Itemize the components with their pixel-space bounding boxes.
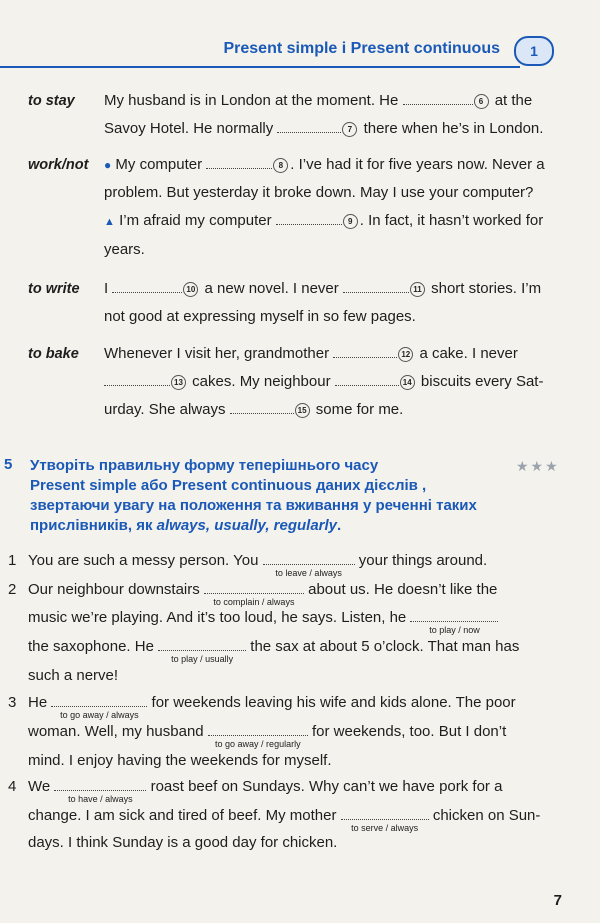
text-segment: such a nerve! bbox=[28, 667, 119, 684]
answer-gap[interactable] bbox=[333, 345, 397, 358]
gap-number: 12 bbox=[398, 347, 413, 362]
text-segment: urday. She always bbox=[104, 401, 226, 418]
item-number: 3 bbox=[8, 694, 17, 711]
verb-hint: to go away / always bbox=[60, 710, 139, 720]
answer-blank[interactable] bbox=[208, 723, 308, 749]
gap-number: 10 bbox=[183, 282, 198, 297]
item-line bbox=[28, 694, 516, 720]
difficulty-stars-icon: ★★★ bbox=[516, 458, 560, 474]
text-segment: the saxophone. He bbox=[28, 638, 154, 655]
text-segment: Our neighbour downstairs bbox=[28, 581, 200, 598]
instruction-text: . bbox=[337, 517, 342, 534]
block-text bbox=[104, 151, 564, 264]
exercise-number: 5 bbox=[4, 456, 13, 473]
unit-badge: 1 bbox=[514, 36, 554, 66]
text-segment: I bbox=[104, 280, 109, 297]
text-segment: Whenever I visit her, grandmother bbox=[104, 345, 330, 362]
answer-blank[interactable] bbox=[204, 581, 304, 607]
header-rule bbox=[0, 66, 520, 68]
block-text bbox=[104, 87, 564, 143]
text-segment: years. bbox=[104, 241, 145, 258]
text-segment: biscuits every Sat- bbox=[420, 373, 544, 390]
text-segment: cakes. My neighbour bbox=[192, 373, 331, 390]
answer-gap[interactable] bbox=[230, 401, 294, 414]
text-segment: your things around. bbox=[358, 552, 488, 569]
verb-hint: to have / always bbox=[68, 794, 133, 804]
text-segment: a cake. I never bbox=[419, 345, 518, 362]
answer-gap[interactable] bbox=[206, 156, 272, 169]
text-segment: for weekends, too. But I don’t bbox=[311, 723, 507, 740]
text-segment: I’m afraid my computer bbox=[119, 212, 272, 229]
instruction-line: Утворіть правильну форму теперішнього часу bbox=[30, 457, 379, 474]
dialogue-triangle-icon: ▲ bbox=[104, 216, 115, 228]
verb-hint: to leave / always bbox=[275, 568, 342, 578]
item-number: 1 bbox=[8, 552, 17, 569]
instruction-text: прислівників, як bbox=[30, 517, 153, 534]
text-segment: My computer bbox=[115, 156, 203, 173]
adverbs-list: always, usually, regularly bbox=[156, 517, 338, 534]
gap-number: 14 bbox=[400, 375, 415, 390]
text-segment: about us. He doesn’t like the bbox=[308, 581, 498, 598]
verb-cue: work/not bbox=[28, 157, 89, 173]
gap-number: 13 bbox=[171, 375, 186, 390]
gap-number: 6 bbox=[474, 94, 489, 109]
text-segment: a new novel. I never bbox=[204, 280, 339, 297]
answer-gap[interactable] bbox=[104, 373, 170, 386]
item-line bbox=[28, 667, 118, 684]
page-header bbox=[0, 30, 600, 70]
text-segment: roast beef on Sundays. Why can’t we have pork for a bbox=[150, 778, 503, 795]
text-segment: woman. Well, my husband bbox=[28, 723, 204, 740]
item-line bbox=[28, 609, 498, 635]
text-segment: change. I am sick and tired of beef. My mother bbox=[28, 807, 337, 824]
answer-blank[interactable] bbox=[410, 609, 498, 635]
item-number: 4 bbox=[8, 778, 17, 795]
exercise-instruction bbox=[30, 456, 480, 536]
answer-blank[interactable] bbox=[51, 694, 147, 720]
page-number: 7 bbox=[553, 892, 562, 909]
text-segment: problem. But yesterday it broke down. May I use your computer? bbox=[104, 184, 534, 201]
text-segment: mind. I enjoy having the weekends for myself. bbox=[28, 752, 332, 769]
verb-hint: to play / now bbox=[429, 625, 480, 635]
answer-blank[interactable] bbox=[54, 778, 146, 804]
gap-number: 7 bbox=[342, 122, 357, 137]
text-segment: days. I think Sunday is a good day for chicken. bbox=[28, 834, 338, 851]
verb-hint: to serve / always bbox=[351, 823, 419, 833]
text-segment: Savoy Hotel. He normally bbox=[104, 120, 274, 137]
gap-number: 8 bbox=[273, 158, 288, 173]
answer-gap[interactable] bbox=[343, 280, 409, 293]
answer-gap[interactable] bbox=[276, 212, 342, 225]
verb-hint: to complain / always bbox=[213, 597, 295, 607]
item-line bbox=[28, 638, 520, 664]
text-segment: . I’ve had it for five years now. Never a bbox=[290, 156, 545, 173]
gap-number: 15 bbox=[295, 403, 310, 418]
text-segment: You are such a messy person. You bbox=[28, 552, 259, 569]
item-line bbox=[28, 834, 337, 851]
answer-gap[interactable] bbox=[335, 373, 399, 386]
block-text bbox=[104, 340, 564, 424]
item-line bbox=[28, 723, 507, 749]
verb-hint: to go away / regularly bbox=[215, 739, 301, 749]
text-segment: there when he’s in London. bbox=[363, 120, 544, 137]
item-line bbox=[28, 807, 541, 833]
item-line bbox=[28, 752, 332, 769]
item-line bbox=[28, 778, 503, 804]
text-segment: short stories. I’m bbox=[431, 280, 542, 297]
text-segment: . In fact, it hasn’t worked for bbox=[359, 212, 544, 229]
text-segment: the sax at about 5 o’clock. That man has bbox=[250, 638, 520, 655]
text-segment: for weekends leaving his wife and kids alone. The poor bbox=[151, 694, 516, 711]
text-segment: music we’re playing. And it’s too loud, he says. Listen, he bbox=[28, 609, 407, 626]
verb-cue: to bake bbox=[28, 346, 79, 362]
item-line bbox=[28, 552, 488, 578]
text-segment: at the bbox=[494, 92, 533, 109]
block-text bbox=[104, 275, 564, 331]
dialogue-dot-icon: ● bbox=[104, 158, 112, 172]
text-segment: He bbox=[28, 694, 48, 711]
answer-blank[interactable] bbox=[263, 552, 355, 578]
instruction-line bbox=[30, 516, 480, 536]
verb-hint: to play / usually bbox=[171, 654, 234, 664]
item-number: 2 bbox=[8, 581, 17, 598]
instruction-line: звертаючи увагу на положення та вживання у реченні таких bbox=[30, 497, 477, 514]
text-segment: My husband is in London at the moment. He bbox=[104, 92, 399, 109]
answer-gap[interactable] bbox=[112, 280, 182, 293]
answer-blank[interactable] bbox=[158, 638, 246, 664]
section-title: Present simple і Present continuous bbox=[223, 40, 500, 57]
verb-cue: to write bbox=[28, 281, 80, 297]
answer-gap[interactable] bbox=[403, 92, 473, 105]
gap-number: 9 bbox=[343, 214, 358, 229]
item-line bbox=[28, 581, 498, 607]
instruction-line: Present simple або Present continuous даних дієслів , bbox=[30, 477, 427, 494]
text-segment: We bbox=[28, 778, 51, 795]
answer-blank[interactable] bbox=[341, 807, 429, 833]
text-segment: some for me. bbox=[315, 401, 404, 418]
verb-cue: to stay bbox=[28, 93, 75, 109]
text-segment: not good at expressing myself in so few pages. bbox=[104, 308, 416, 325]
answer-gap[interactable] bbox=[277, 120, 341, 133]
text-segment: chicken on Sun- bbox=[432, 807, 541, 824]
gap-number: 11 bbox=[410, 282, 425, 297]
